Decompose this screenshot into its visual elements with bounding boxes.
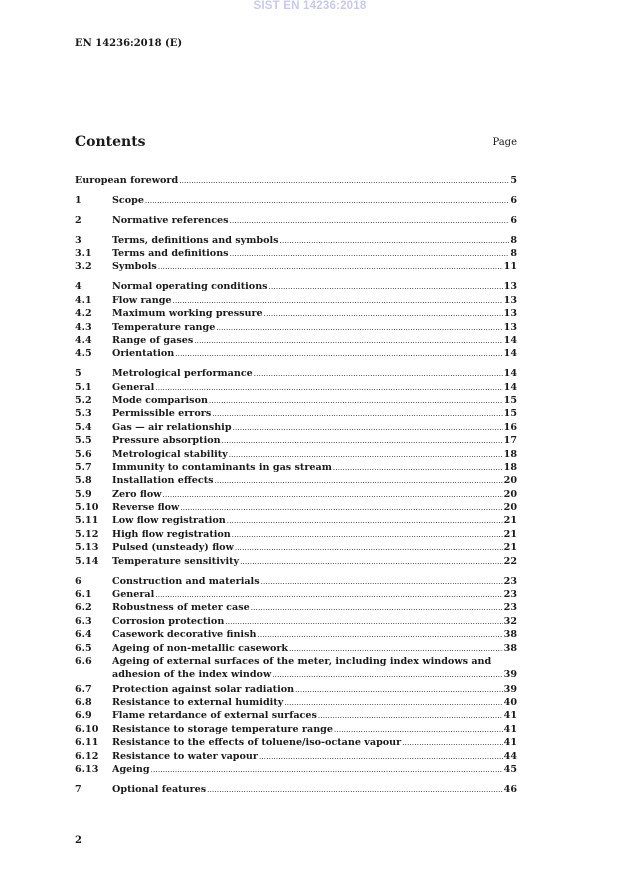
toc-entry-page: 44 [503,750,517,762]
contents-heading: Contents [75,134,146,150]
toc-entry-page: 18 [503,461,517,473]
dot-leader [173,294,503,308]
toc-entry-title: Resistance to external humidity [112,697,284,709]
toc-entry-number: 1 [75,194,82,206]
watermark: SIST EN 14236:2018 [253,0,367,12]
toc-entry-body [112,514,517,528]
dot-leader [212,407,502,421]
toc-entry[interactable] [75,501,517,514]
dot-leader [240,555,503,569]
toc-entry-page: 21 [503,528,517,540]
toc-entry[interactable] [75,588,517,601]
toc-entry-page: 20 [503,502,517,514]
dot-leader [222,434,503,448]
toc-entry-number: 5.4 [75,421,92,433]
toc-entry-title: European foreword [75,175,179,186]
toc-entry-title: Scope [112,194,144,206]
toc-entry-title: adhesion of the index window [112,669,272,681]
dot-leader [175,347,502,361]
toc-entry[interactable] [75,736,517,749]
toc-entry-number: 5.1 [75,381,92,393]
toc-entry[interactable] [75,655,517,683]
toc-entry-page: 5 [510,175,517,186]
toc-entry-body [112,501,517,515]
toc-entry-body [112,528,517,542]
dot-leader [272,668,502,682]
toc-entry-page: 20 [503,475,517,487]
toc-entry-page: 21 [503,542,517,554]
toc-entry-number: 6.5 [75,642,92,654]
toc-entry-title: Ageing of external surfaces of the meter, including index windows and [112,655,492,667]
toc-entry-number: 3.2 [75,261,92,273]
toc-entry-number: 5.5 [75,435,92,447]
toc-entry-body [112,294,517,308]
toc-entry[interactable] [75,407,517,420]
toc-entry[interactable] [75,696,517,709]
toc-entry[interactable] [75,234,517,247]
toc-entry-page: 13 [503,294,517,306]
toc-entry-page: 14 [503,348,517,360]
toc-entry[interactable] [75,763,517,776]
toc-entry-page: 13 [503,281,517,293]
toc-entry[interactable] [75,628,517,641]
toc-entry-page: 38 [503,642,517,654]
toc-entry-title: Resistance to storage temperature range [112,723,333,735]
toc-entry-page: 6 [510,194,517,206]
toc-entry[interactable] [75,347,517,360]
toc-entry-page: 18 [503,448,517,460]
toc-entry-page: 11 [503,261,517,273]
toc-entry[interactable] [75,394,517,407]
toc-entry[interactable] [75,750,517,763]
toc-entry-body [112,709,517,723]
toc-entry-title: Pressure absorption [112,435,221,447]
dot-leader [225,615,502,629]
toc-entry-body [112,234,517,248]
toc-entry-number: 5.10 [75,502,99,514]
dot-leader [289,642,503,656]
toc-entry-number: 6.4 [75,629,92,641]
toc-entry-page: 41 [503,737,517,749]
toc-entry-number: 6 [75,575,82,587]
toc-entry-page: 40 [503,697,517,709]
toc-entry-body [112,214,517,228]
toc-entry-title: Installation effects [112,475,214,487]
toc-entry-body [112,601,517,615]
toc-entry[interactable] [75,334,517,347]
toc-entry[interactable] [75,555,517,568]
toc-entry-body [112,347,517,361]
toc-entry-page: 23 [503,602,517,614]
toc-entry-number: 5.3 [75,408,92,420]
toc-entry-page: 15 [503,408,517,420]
dot-leader [155,381,502,395]
toc-entry-body [112,588,517,602]
toc-entry-page: 13 [503,308,517,320]
toc-entry-page: 45 [503,764,517,776]
toc-entry-number: 5.8 [75,475,92,487]
toc-entry-number: 3 [75,234,82,246]
toc-entry-page: 38 [503,629,517,641]
toc-entry-title: Corrosion protection [112,615,225,627]
toc-entry-page: 39 [503,669,517,681]
toc-entry-number: 4.2 [75,308,92,320]
toc-entry-body [112,367,517,381]
dot-leader [318,709,503,723]
toc-entry-body [112,394,517,408]
toc-entry-title: Terms and definitions [112,248,229,260]
toc-entry-title: Normative references [112,214,229,226]
toc-entry[interactable] [75,528,517,541]
dot-leader [257,628,502,642]
toc-entry-body [112,541,517,555]
toc-entry-page: 15 [503,394,517,406]
toc-entry-body [112,307,517,321]
toc-entry-title: Immunity to contaminants in gas stream [112,461,332,473]
toc-entry[interactable] [75,615,517,628]
dot-leader [229,448,503,462]
toc-entry-body [75,174,517,188]
dot-leader [209,394,503,408]
toc-entry-number: 5.6 [75,448,92,460]
toc-entry-page: 17 [503,435,517,447]
toc-entry-number: 6.7 [75,683,92,695]
dot-leader [155,588,502,602]
toc-entry-number: 6.13 [75,764,99,776]
toc-entry-body [112,488,517,502]
toc-entry[interactable] [75,381,517,394]
dot-leader [261,575,503,589]
toc-entry-number: 5.7 [75,461,92,473]
toc-entry-body [112,194,517,208]
dot-leader [180,501,502,515]
toc-entry-number: 5.13 [75,542,99,554]
dot-leader [151,763,503,777]
toc-entry-body [112,575,517,589]
toc-entry-body [112,260,517,274]
dot-leader [254,367,503,381]
toc-entry-number: 6.10 [75,723,99,735]
toc-entry-body [112,247,517,261]
toc-entry-title: Robustness of meter case [112,602,250,614]
toc-entry-body [112,434,517,448]
toc-entry-title: Terms, definitions and symbols [112,234,279,246]
dot-leader [269,280,503,294]
toc-entry-page: 41 [503,710,517,722]
toc-entry-title: Temperature range [112,321,216,333]
toc-entry-body [112,474,517,488]
toc-entry-page: 13 [503,321,517,333]
toc-entry-title: Ageing [112,764,150,776]
toc-entry[interactable] [75,367,517,380]
toc-entry-title: Construction and materials [112,575,260,587]
toc-entry-title: Normal operating conditions [112,281,268,293]
toc-entry-body [112,280,517,294]
toc-entry-title: Resistance to water vapour [112,750,258,762]
toc-entry[interactable] [75,260,517,273]
toc-entry[interactable] [75,514,517,527]
dot-leader [179,174,509,188]
toc-entry-page: 41 [503,723,517,735]
dot-leader [230,247,510,261]
toc-entry-page: 22 [503,555,517,567]
toc-entry[interactable] [75,488,517,501]
toc-entry-body [112,461,517,475]
toc-entry[interactable] [75,474,517,487]
toc-entry-page: 39 [503,683,517,695]
toc-entry-number: 6.11 [75,737,99,749]
toc-entry-page: 46 [503,783,517,795]
table-of-contents [75,174,517,796]
toc-entry[interactable] [75,709,517,722]
dot-leader [216,321,502,335]
toc-entry[interactable] [75,541,517,554]
toc-entry-title: Protection against solar radiation [112,683,295,695]
toc-entry-page: 21 [503,515,517,527]
toc-entry-number: 6.9 [75,710,92,722]
toc-entry-title: Reverse flow [112,502,180,514]
toc-entry[interactable] [75,421,517,434]
dot-leader [251,601,503,615]
toc-entry[interactable] [75,321,517,334]
toc-entry-body [112,448,517,462]
dot-leader [207,783,503,797]
toc-entry-page: 20 [503,488,517,500]
toc-entry-body [112,334,517,348]
toc-entry-title: Range of gases [112,334,194,346]
toc-entry-body [112,750,517,764]
toc-entry-body [112,783,517,797]
toc-entry-body [112,555,517,569]
toc-entry-body [112,683,517,697]
toc-entry[interactable] [75,294,517,307]
toc-entry-number: 3.1 [75,248,92,260]
toc-entry-title: Gas — air relationship [112,421,232,433]
toc-entry-number: 4.1 [75,294,92,306]
toc-entry-title: Low flow registration [112,515,226,527]
page-column-label: Page [492,137,517,148]
toc-entry-page: 14 [503,368,517,380]
dot-leader [295,683,503,697]
toc-entry-page: 14 [503,334,517,346]
toc-entry-title: Pulsed (unsteady) flow [112,542,234,554]
dot-leader [233,421,503,435]
toc-entry-title: Optional features [112,783,207,795]
toc-entry-title: Orientation [112,348,175,360]
toc-entry-body [112,736,517,750]
toc-entry-continuation [112,668,517,682]
toc-entry-number: 4.3 [75,321,92,333]
toc-entry-body [112,321,517,335]
toc-entry-number: 6.12 [75,750,99,762]
toc-entry-number: 7 [75,783,82,795]
footer-page-number: 2 [75,835,82,846]
toc-entry[interactable] [75,214,517,227]
toc-entry-title: Mode comparison [112,394,208,406]
toc-entry[interactable] [75,601,517,614]
toc-entry-page: 32 [503,615,517,627]
toc-entry-title: General [112,588,155,600]
dot-leader [259,750,503,764]
toc-entry-number: 5.11 [75,515,99,527]
toc-entry-number: 4.5 [75,348,92,360]
dot-leader [402,736,502,750]
toc-entry-number: 2 [75,214,82,226]
toc-entry[interactable] [75,783,517,796]
toc-entry-page: 6 [510,214,517,226]
toc-entry[interactable] [75,247,517,260]
toc-entry-title: Metrological stability [112,448,228,460]
toc-entry-title: Temperature sensitivity [112,555,240,567]
dot-leader [333,461,503,475]
toc-entry-body [112,642,517,656]
toc-entry[interactable] [75,723,517,736]
toc-entry-body [112,655,517,683]
toc-entry-title: Maximum working pressure [112,308,263,320]
toc-entry-page: 23 [503,588,517,600]
toc-entry-body [112,628,517,642]
toc-entry-number: 6.8 [75,697,92,709]
toc-entry-number: 4.4 [75,334,92,346]
toc-entry-page: 14 [503,381,517,393]
toc-entry-number: 6.6 [75,655,92,667]
toc-entry[interactable] [75,683,517,696]
toc-entry-number: 5 [75,368,82,380]
toc-entry-title: Flow range [112,294,172,306]
dot-leader [163,488,503,502]
dot-leader [264,307,503,321]
toc-entry-body [112,421,517,435]
toc-entry-title: Permissible errors [112,408,212,420]
dot-leader [194,334,502,348]
dot-leader [227,514,503,528]
toc-entry-number: 5.9 [75,488,92,500]
document-id: EN 14236:2018 (E) [75,38,183,49]
dot-leader [158,260,503,274]
toc-entry[interactable] [75,448,517,461]
toc-entry-page: 8 [510,234,517,246]
toc-entry-title: Zero flow [112,488,162,500]
dot-leader [235,541,503,555]
toc-entry-body [112,407,517,421]
dot-leader [334,723,503,737]
toc-entry[interactable] [75,575,517,588]
toc-entry-body [112,763,517,777]
toc-entry[interactable] [75,194,517,207]
toc-entry-body [112,615,517,629]
toc-entry-body [112,723,517,737]
toc-entry-number: 6.3 [75,615,92,627]
dot-leader [230,214,510,228]
toc-entry-title: Flame retardance of external surfaces [112,710,317,722]
toc-entry-body [112,696,517,710]
toc-entry-body [112,381,517,395]
toc-entry[interactable] [75,461,517,474]
dot-leader [280,234,510,248]
toc-entry-page: 8 [510,248,517,260]
toc-entry-number: 6.1 [75,588,92,600]
dot-leader [284,696,502,710]
dot-leader [145,194,509,208]
toc-entry-number: 5.2 [75,394,92,406]
toc-entry-page: 16 [503,421,517,433]
toc-entry-number: 5.12 [75,528,99,540]
toc-entry-title: Casework decorative finish [112,629,257,641]
toc-entry[interactable] [75,307,517,320]
toc-entry-title: Metrological performance [112,368,253,380]
toc-entry-title: General [112,381,155,393]
toc-entry[interactable] [75,642,517,655]
toc-entry-title: Symbols [112,261,157,273]
toc-entry[interactable] [75,434,517,447]
dot-leader [232,528,503,542]
toc-entry-number: 4 [75,281,82,293]
toc-entry-title: Ageing of non-metallic casework [112,642,289,654]
dot-leader [215,474,503,488]
toc-entry[interactable] [75,174,517,187]
toc-entry-title: Resistance to the effects of toluene/iso-octane vapour [112,737,402,749]
toc-entry-number: 5.14 [75,555,99,567]
toc-entry[interactable] [75,280,517,293]
toc-entry-page: 23 [503,575,517,587]
toc-entry-title: High flow registration [112,528,231,540]
toc-entry-number: 6.2 [75,602,92,614]
